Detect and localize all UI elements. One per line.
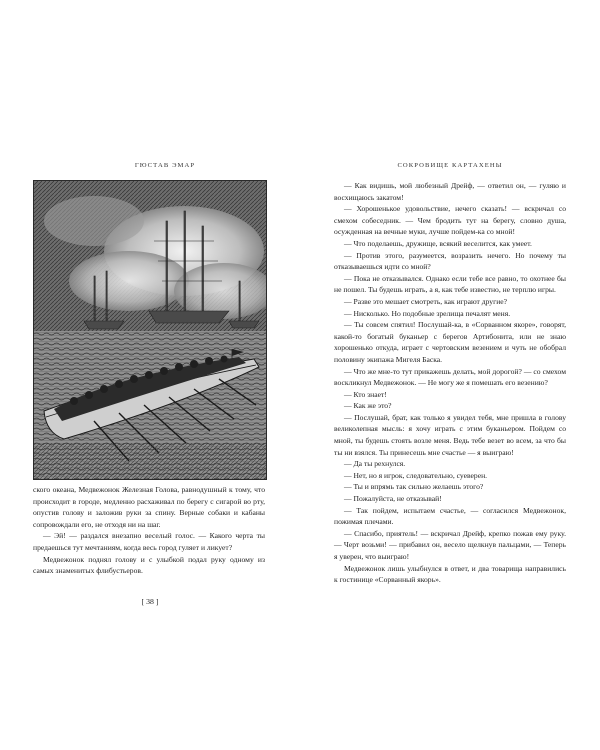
paragraph: — Хорошенькое удовольствие, нечего сказать! — вскричал со смехом собеседник. — Чем бродить тут на берегу, словно душа, осужденная на вечные муки, лучше пойдем-ка со мной! xyxy=(334,204,566,237)
paragraph: — Спасибо, приятель! — вскричал Дрейф, крепко пожав ему руку. — Черт возьми! — прибавил он, весело щелкнув пальцами, — Теперь я уверен, что выиграю! xyxy=(334,528,566,561)
page-number: [ 38 ] xyxy=(141,597,159,606)
paragraph: — Нисколько. Но подобные зрелища печалят меня. xyxy=(344,308,511,318)
paragraph: — Разве это мешает смотреть, как играют другие? xyxy=(344,296,508,306)
paragraph: ского океана, Медвежонок Железная Голова, равнодушный к тому, что происходит в городе, медленно расхаживал по берегу с сигарой во рту, опустив голову и заложив руки за спину. Верные собаки и кабаны сопровождали его, не отходя ни на шаг. xyxy=(33,485,265,529)
paragraph: — Так пойдем, испытаем счастье, — согласился Медвежонок, пожимая плечами. xyxy=(334,505,566,527)
paragraph: — Послушай, брат, как только я увидел тебя, мне пришла в голову великолепная мысль: я хочу играть с этим буканьером. Пойдем со мной, ты будешь стоять возле меня. Ведь тебе везет во всем, за что бы ты ни взялся. Ты принесешь мне счастье — я выиграю! xyxy=(334,412,566,457)
paragraph: — Как же это? xyxy=(344,401,392,411)
left-page-text xyxy=(33,484,265,577)
right-running-head: СОКРОВИЩЕ КАРТАХЕНЫ xyxy=(397,162,503,169)
paragraph: Медвежонок поднял голову и с улыбкой подал руку одному из самых знаменитых флибустьеров. xyxy=(33,554,265,576)
boat-battle-engraving-icon xyxy=(34,181,266,479)
paragraph: — Ты и впрямь так сильно желаешь этого? xyxy=(344,482,484,492)
right-page xyxy=(300,0,600,750)
paragraph: — Пока не отказывался. Однако если тебе все равно, то охотнее бы не пошел. Ты будешь играть, а я, как тебе известно, не терплю игры. xyxy=(334,273,566,295)
engraving-illustration xyxy=(33,180,267,480)
paragraph: — Эй! — раздался внезапно веселый голос. — Какого черта ты предаешься тут мечтаниям, когда весь город гуляет и ликует? xyxy=(33,531,265,552)
paragraph: — Что поделаешь, дружище, всякий веселится, как умеет. xyxy=(344,238,532,248)
right-page-text xyxy=(334,180,566,586)
paragraph: — Кто знает! xyxy=(344,389,387,399)
paragraph: Медвежонок лишь улыбнулся в ответ, и два товарища направились к гостинице «Сорванный якорь». xyxy=(334,563,566,585)
paragraph: — Ты совсем спятил! Послушай-ка, в «Сорванном якоре», говорят, какой-то богатый буканьер с берегов Артибонита, или не знаю хорошенько откуда, играет с чертовским везением и чуть не обобрал половину экипажа Мигеля Баска. xyxy=(334,320,566,364)
paragraph: — Да ты рехнулся. xyxy=(344,459,406,469)
paragraph: — Как видишь, мой любезный Дрейф, — ответил он, — гуляю и восхищаюсь закатом! xyxy=(334,181,566,202)
paragraph: — Нет, но я игрок, следовательно, суеверен. xyxy=(344,470,488,480)
paragraph: — Пожалуйста, не отказывай! xyxy=(344,494,442,504)
paragraph: — Против этого, разумеется, возразить нечего. Но почему ты отказываешься идти со мной? xyxy=(334,250,566,272)
left-running-head: ГЮСТАВ ЭМАР xyxy=(134,162,196,169)
paragraph: — Что же мне-то тут прикажешь делать, мой дорогой? — со смехом воскликнул Медвежонок. — Не могу же я помешать его везению? xyxy=(334,366,566,388)
